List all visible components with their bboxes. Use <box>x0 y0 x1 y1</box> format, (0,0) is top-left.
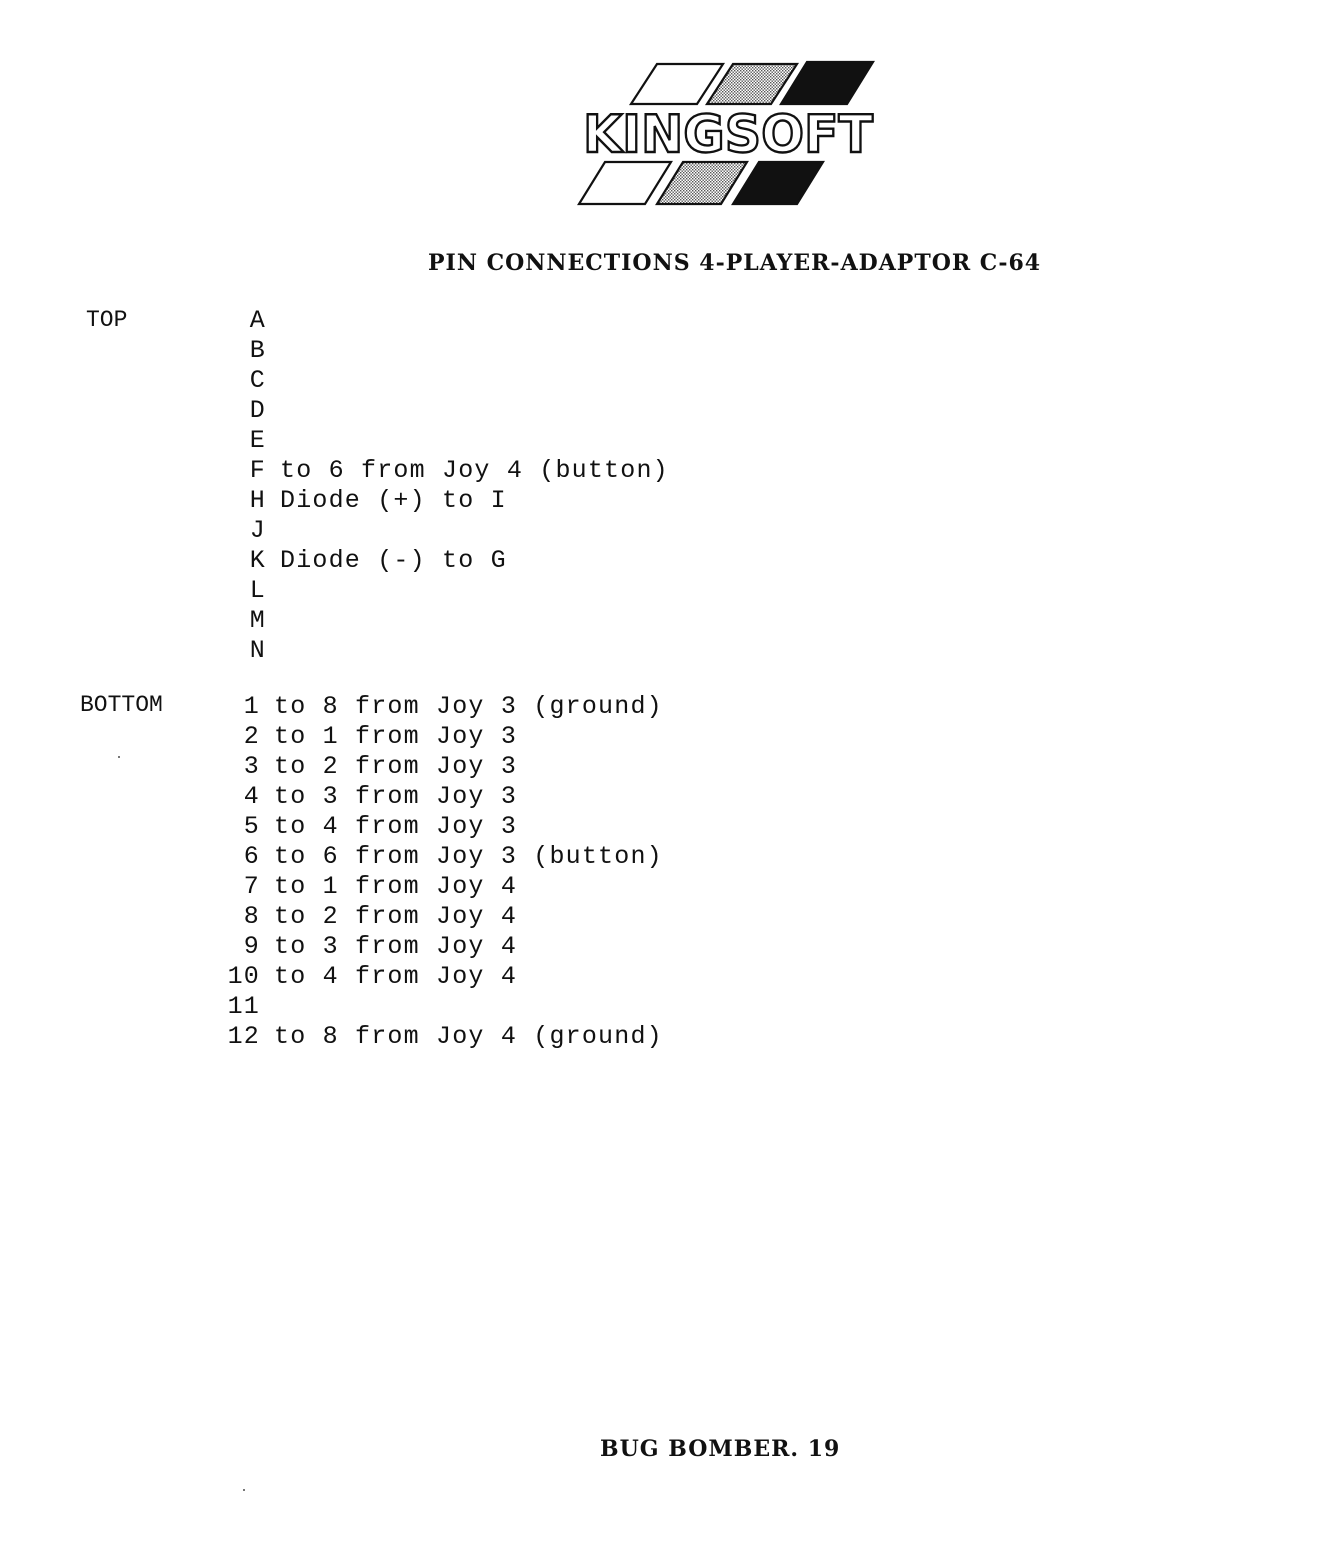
pin-id: 6 <box>243 842 260 871</box>
pin-description <box>266 606 280 636</box>
pin-id: 9 <box>243 932 260 961</box>
pin-row <box>244 486 669 516</box>
pin-row <box>220 962 663 992</box>
pin-description: to 3 from Joy 4 <box>274 932 518 961</box>
pin-row <box>220 872 663 902</box>
logo-wordmark: KINGSOFT <box>583 105 874 165</box>
pin-id: F <box>249 456 266 485</box>
pin-id: 2 <box>243 722 260 751</box>
pin-id: 10 <box>227 962 260 991</box>
pin-row <box>220 812 663 842</box>
pin-description <box>266 336 280 366</box>
pin-id: E <box>249 426 266 455</box>
pin-description: to 2 from Joy 4 <box>274 902 518 931</box>
kingsoft-logo <box>575 58 885 210</box>
pin-row <box>220 692 663 722</box>
pin-description: to 1 from Joy 4 <box>274 872 518 901</box>
pin-description: to 2 from Joy 3 <box>274 752 518 781</box>
pin-description: to 6 from Joy 4 (button) <box>280 456 669 485</box>
pin-description <box>266 636 280 666</box>
pin-description: to 8 from Joy 3 (ground) <box>274 692 663 721</box>
pin-row <box>244 456 669 486</box>
pin-description <box>266 306 280 336</box>
pin-row <box>244 636 669 666</box>
pin-description: Diode (-) to G <box>280 546 507 575</box>
pin-row <box>244 336 669 366</box>
pin-id: 1 <box>243 692 260 721</box>
logo-stripe-bottom-white <box>579 162 671 204</box>
pin-row <box>244 546 669 576</box>
pin-id: 4 <box>243 782 260 811</box>
pin-description: to 8 from Joy 4 (ground) <box>274 1022 663 1051</box>
pin-id: 5 <box>243 812 260 841</box>
pin-row <box>220 902 663 932</box>
pin-description <box>266 396 280 426</box>
pin-id: L <box>249 576 266 605</box>
pin-row <box>244 306 669 336</box>
pin-id: N <box>249 636 266 665</box>
pin-row <box>244 576 669 606</box>
pin-id: 8 <box>243 902 260 931</box>
pin-description: to 6 from Joy 3 (button) <box>274 842 663 871</box>
logo-stripe-bottom-black <box>733 162 823 204</box>
pin-id: D <box>249 396 266 425</box>
pin-description: to 1 from Joy 3 <box>274 722 518 751</box>
page-footer: BUG BOMBER. 19 <box>600 1436 841 1462</box>
pin-row <box>220 992 663 1022</box>
pin-row <box>244 396 669 426</box>
pin-id: H <box>249 486 266 515</box>
page-title: PIN CONNECTIONS 4-PLAYER-ADAPTOR C-64 <box>428 250 1042 276</box>
pin-description: to 4 from Joy 4 <box>274 962 518 991</box>
pin-row <box>220 782 663 812</box>
pin-id: A <box>249 306 266 335</box>
pin-row <box>244 366 669 396</box>
pin-row <box>220 752 663 782</box>
pin-id: B <box>249 336 266 365</box>
logo-stripe-top-white <box>631 64 723 104</box>
pin-id: 11 <box>227 992 260 1021</box>
pin-row <box>244 426 669 456</box>
pin-row <box>244 516 669 546</box>
pin-description <box>266 576 280 606</box>
pin-row <box>220 842 663 872</box>
pin-description <box>260 992 274 1022</box>
bottom-pin-list <box>220 692 663 1052</box>
pin-id: J <box>249 516 266 545</box>
pin-id: C <box>249 366 266 395</box>
pin-id: 3 <box>243 752 260 781</box>
pin-row <box>244 606 669 636</box>
pin-description <box>266 426 280 456</box>
pin-row <box>220 1022 663 1052</box>
top-pin-list <box>244 306 669 666</box>
logo-stripe-bottom-grey <box>657 162 747 204</box>
scan-speck <box>243 1489 245 1491</box>
scan-speck <box>118 756 120 758</box>
pin-id: K <box>249 546 266 575</box>
pin-id: 7 <box>243 872 260 901</box>
pin-description <box>266 366 280 396</box>
pin-id: 12 <box>227 1022 260 1051</box>
pin-description: to 4 from Joy 3 <box>274 812 518 841</box>
pin-description: Diode (+) to I <box>280 486 507 515</box>
pin-id: M <box>249 606 266 635</box>
pin-description: to 3 from Joy 3 <box>274 782 518 811</box>
top-section-label: TOP <box>86 307 128 333</box>
pin-description <box>266 516 280 546</box>
pin-row <box>220 932 663 962</box>
bottom-section-label: BOTTOM <box>80 692 163 718</box>
pin-row <box>220 722 663 752</box>
